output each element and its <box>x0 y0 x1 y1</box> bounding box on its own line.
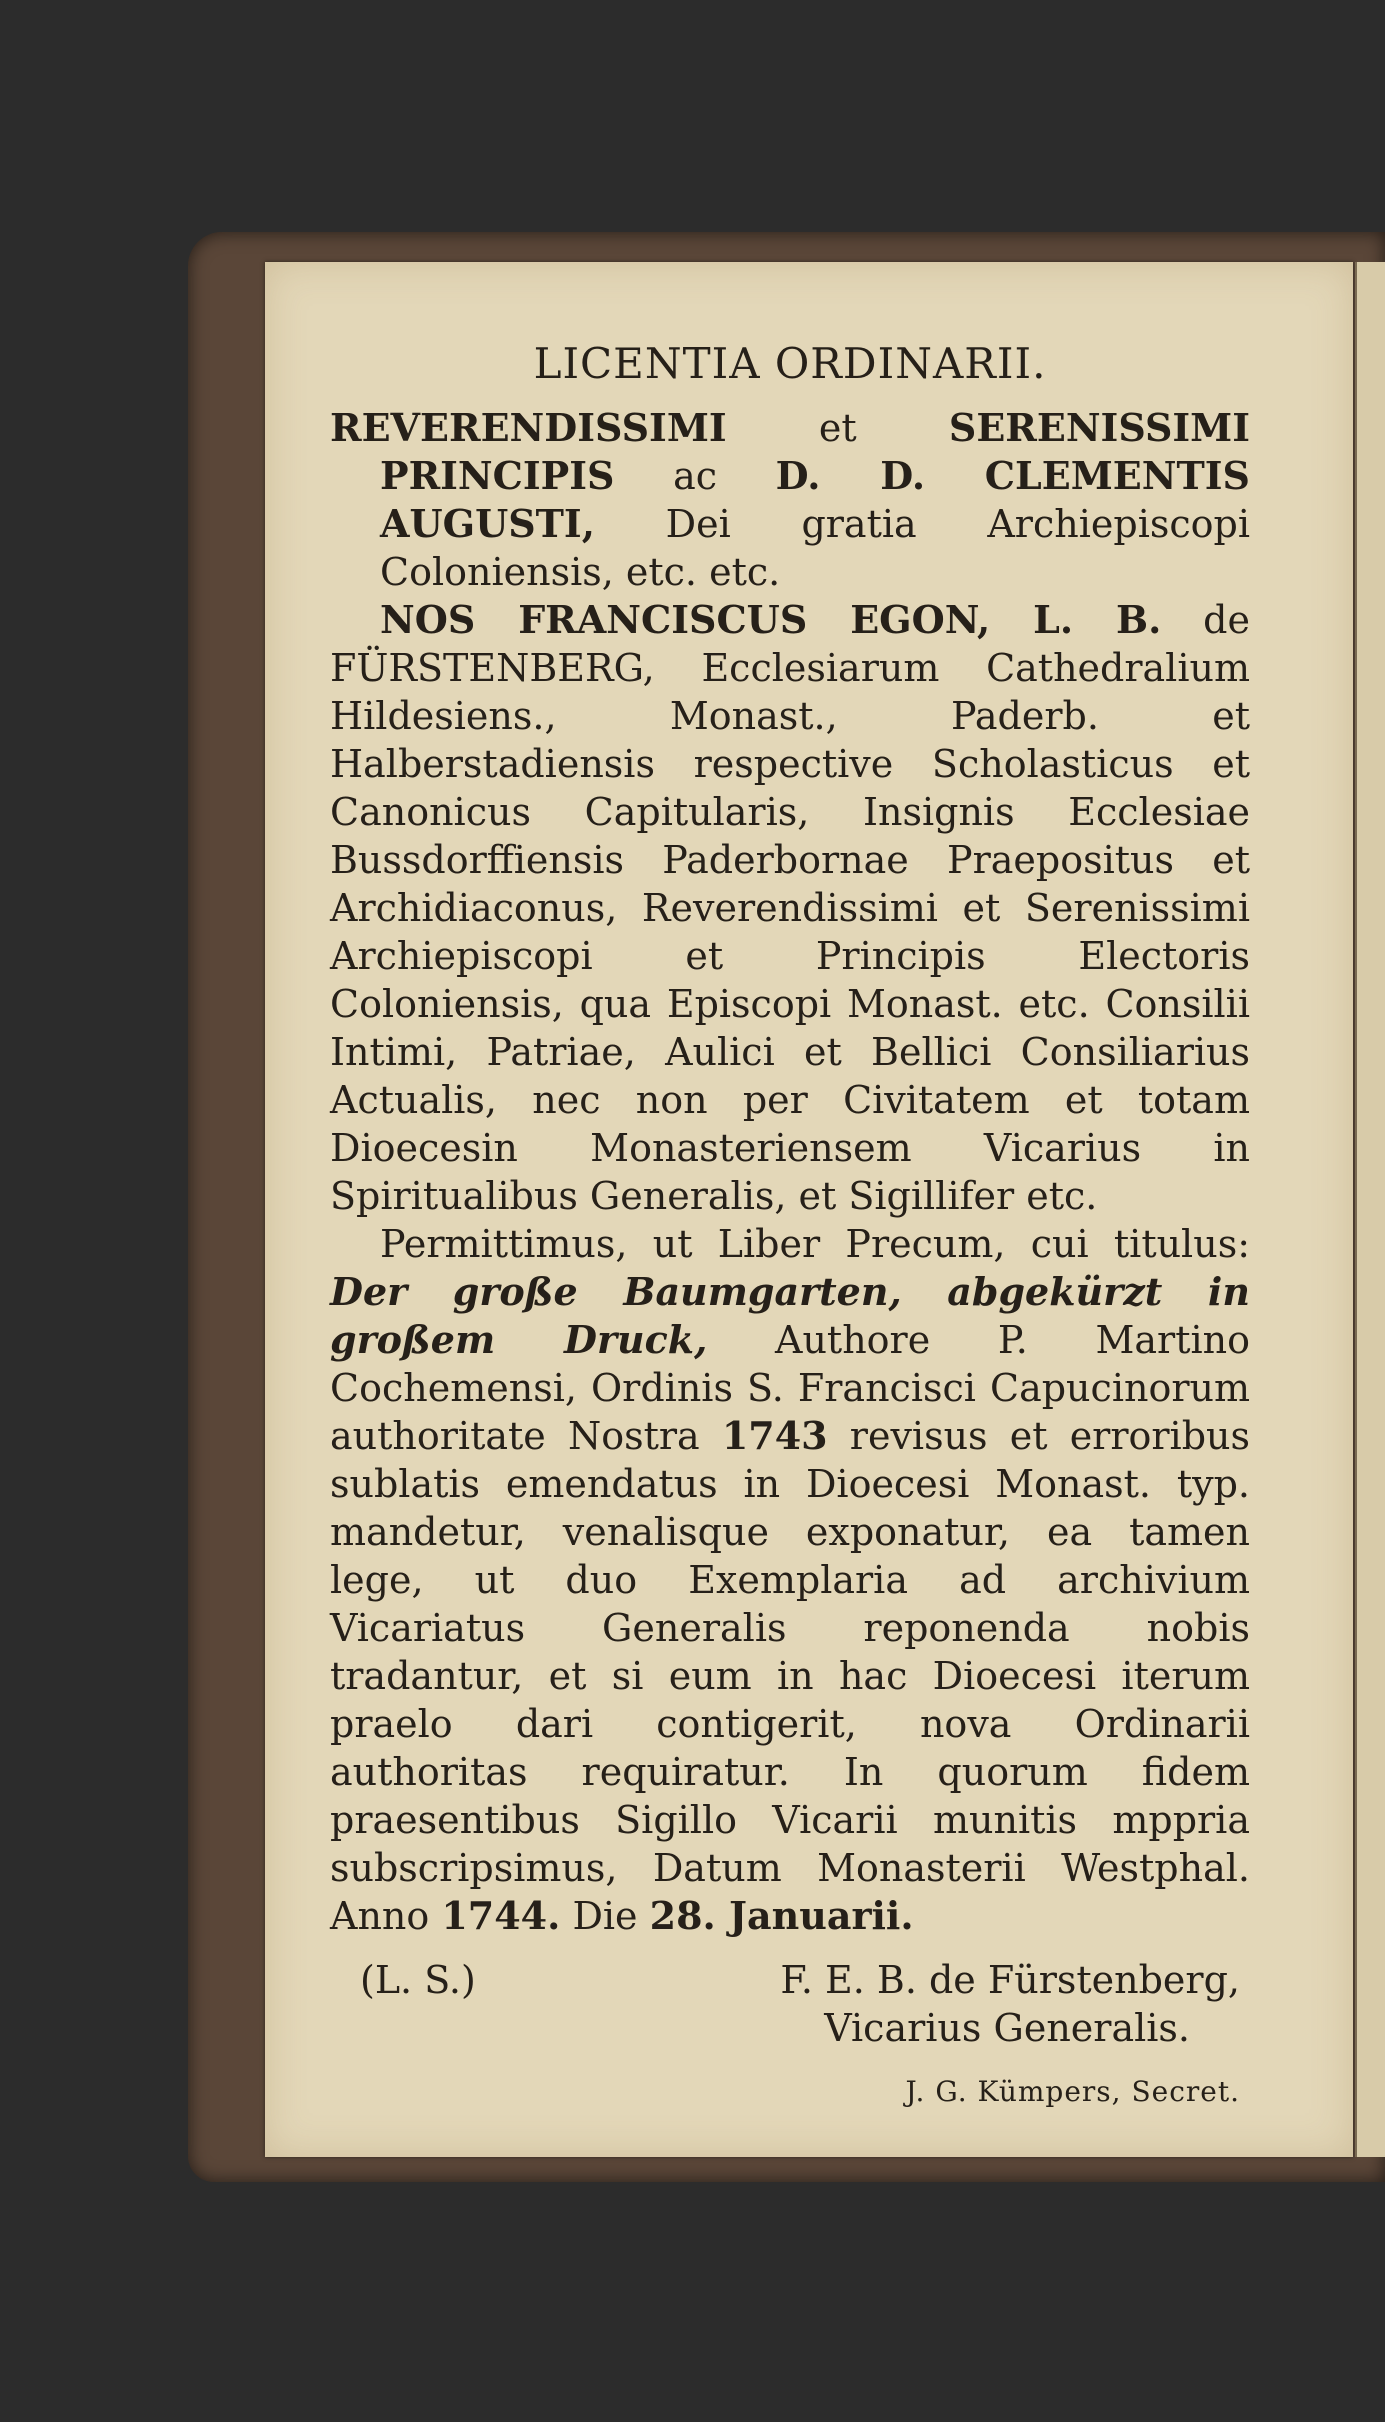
perm-month: Januarii. <box>715 1893 914 1938</box>
signature-block <box>330 1956 1250 2106</box>
perm-year-1744: 1744. <box>441 1893 561 1938</box>
header-rest: Dei gratia Archiepiscopi Coloniensis, etc. etc. <box>380 502 1250 594</box>
nos-paragraph <box>330 596 1250 1220</box>
header-et: et <box>726 406 949 450</box>
page-text <box>330 340 1250 2106</box>
permittimus-paragraph <box>330 1220 1250 1940</box>
signature-title: Vicarius Generalis. <box>824 2006 1190 2050</box>
perm-start: Permittimus, ut Liber Precum, cui titulus: <box>380 1222 1250 1266</box>
page-title: LICENTIA ORDINARII. <box>533 339 1047 388</box>
signature-name: F. E. B. de Fürstenberg, <box>780 1958 1240 2002</box>
perm-year-1743: 1743 <box>721 1413 828 1458</box>
nos-rest: de FÜRSTENBERG, Ecclesiarum Cathedralium Hildesiens., Monast., Paderb. et Halberstadiensis respective Scholasticus et Canonicus Capitularis, Insignis Ecclesiae Bussdorffiensis Paderbornae Praepositus et Archidiaconus, Reverendissimi et Serenissimi Archiepiscopi et Principis Electoris Coloniensis, qua Episcopi Monast. etc. Consilii Intimi, Patriae, Aulici et Bellici Consiliarius Actualis, nec non per Civitatem et totam Dioecesin Monasteriensem Vicarius in Spiritualibus Generalis, et Sigillifer etc. <box>330 598 1250 1218</box>
nos-lead: NOS FRANCISCUS EGON, L. B. <box>380 597 1162 642</box>
perm-middle2: revisus et erroribus sublatis emendatus in Dioecesi Monast. typ. mandetur, venalisque exponatur, ea tamen lege, ut duo Exemplaria ad archivium Vicariatus Generalis reponenda nobis tradantur, et si eum in hac Dioecesi iterum praelo dari contigerit, nova Ordinarii authoritas requiratur. In quorum fidem praesentibus Sigillo Vicarii munitis mppria subscripsimus, Datum Monasterii Westphal. Anno <box>330 1414 1251 1938</box>
header-prince: SERENISSIMI PRINCIPIS <box>380 405 1250 498</box>
header-lead: REVERENDISSIMI <box>330 405 727 450</box>
header-ac: ac <box>614 454 776 498</box>
secretary-line: J. G. Kümpers, Secret. <box>905 2075 1240 2108</box>
seal-mark: (L. S.) <box>360 1958 476 2002</box>
perm-book-title: Der große Baumgarten, abgekürzt in großem Druck, <box>330 1269 1250 1362</box>
next-page-edge <box>1355 262 1385 2157</box>
perm-end: Die <box>560 1894 650 1938</box>
header-paragraph <box>330 404 1250 596</box>
header-name: D. D. CLEMENTIS AUGUSTI, <box>380 453 1250 546</box>
perm-day: 28. <box>649 1893 716 1938</box>
perm-middle: Authore P. Martino Cochemensi, Ordinis S. Francisci Capucinorum authoritate Nostra <box>330 1318 1250 1458</box>
